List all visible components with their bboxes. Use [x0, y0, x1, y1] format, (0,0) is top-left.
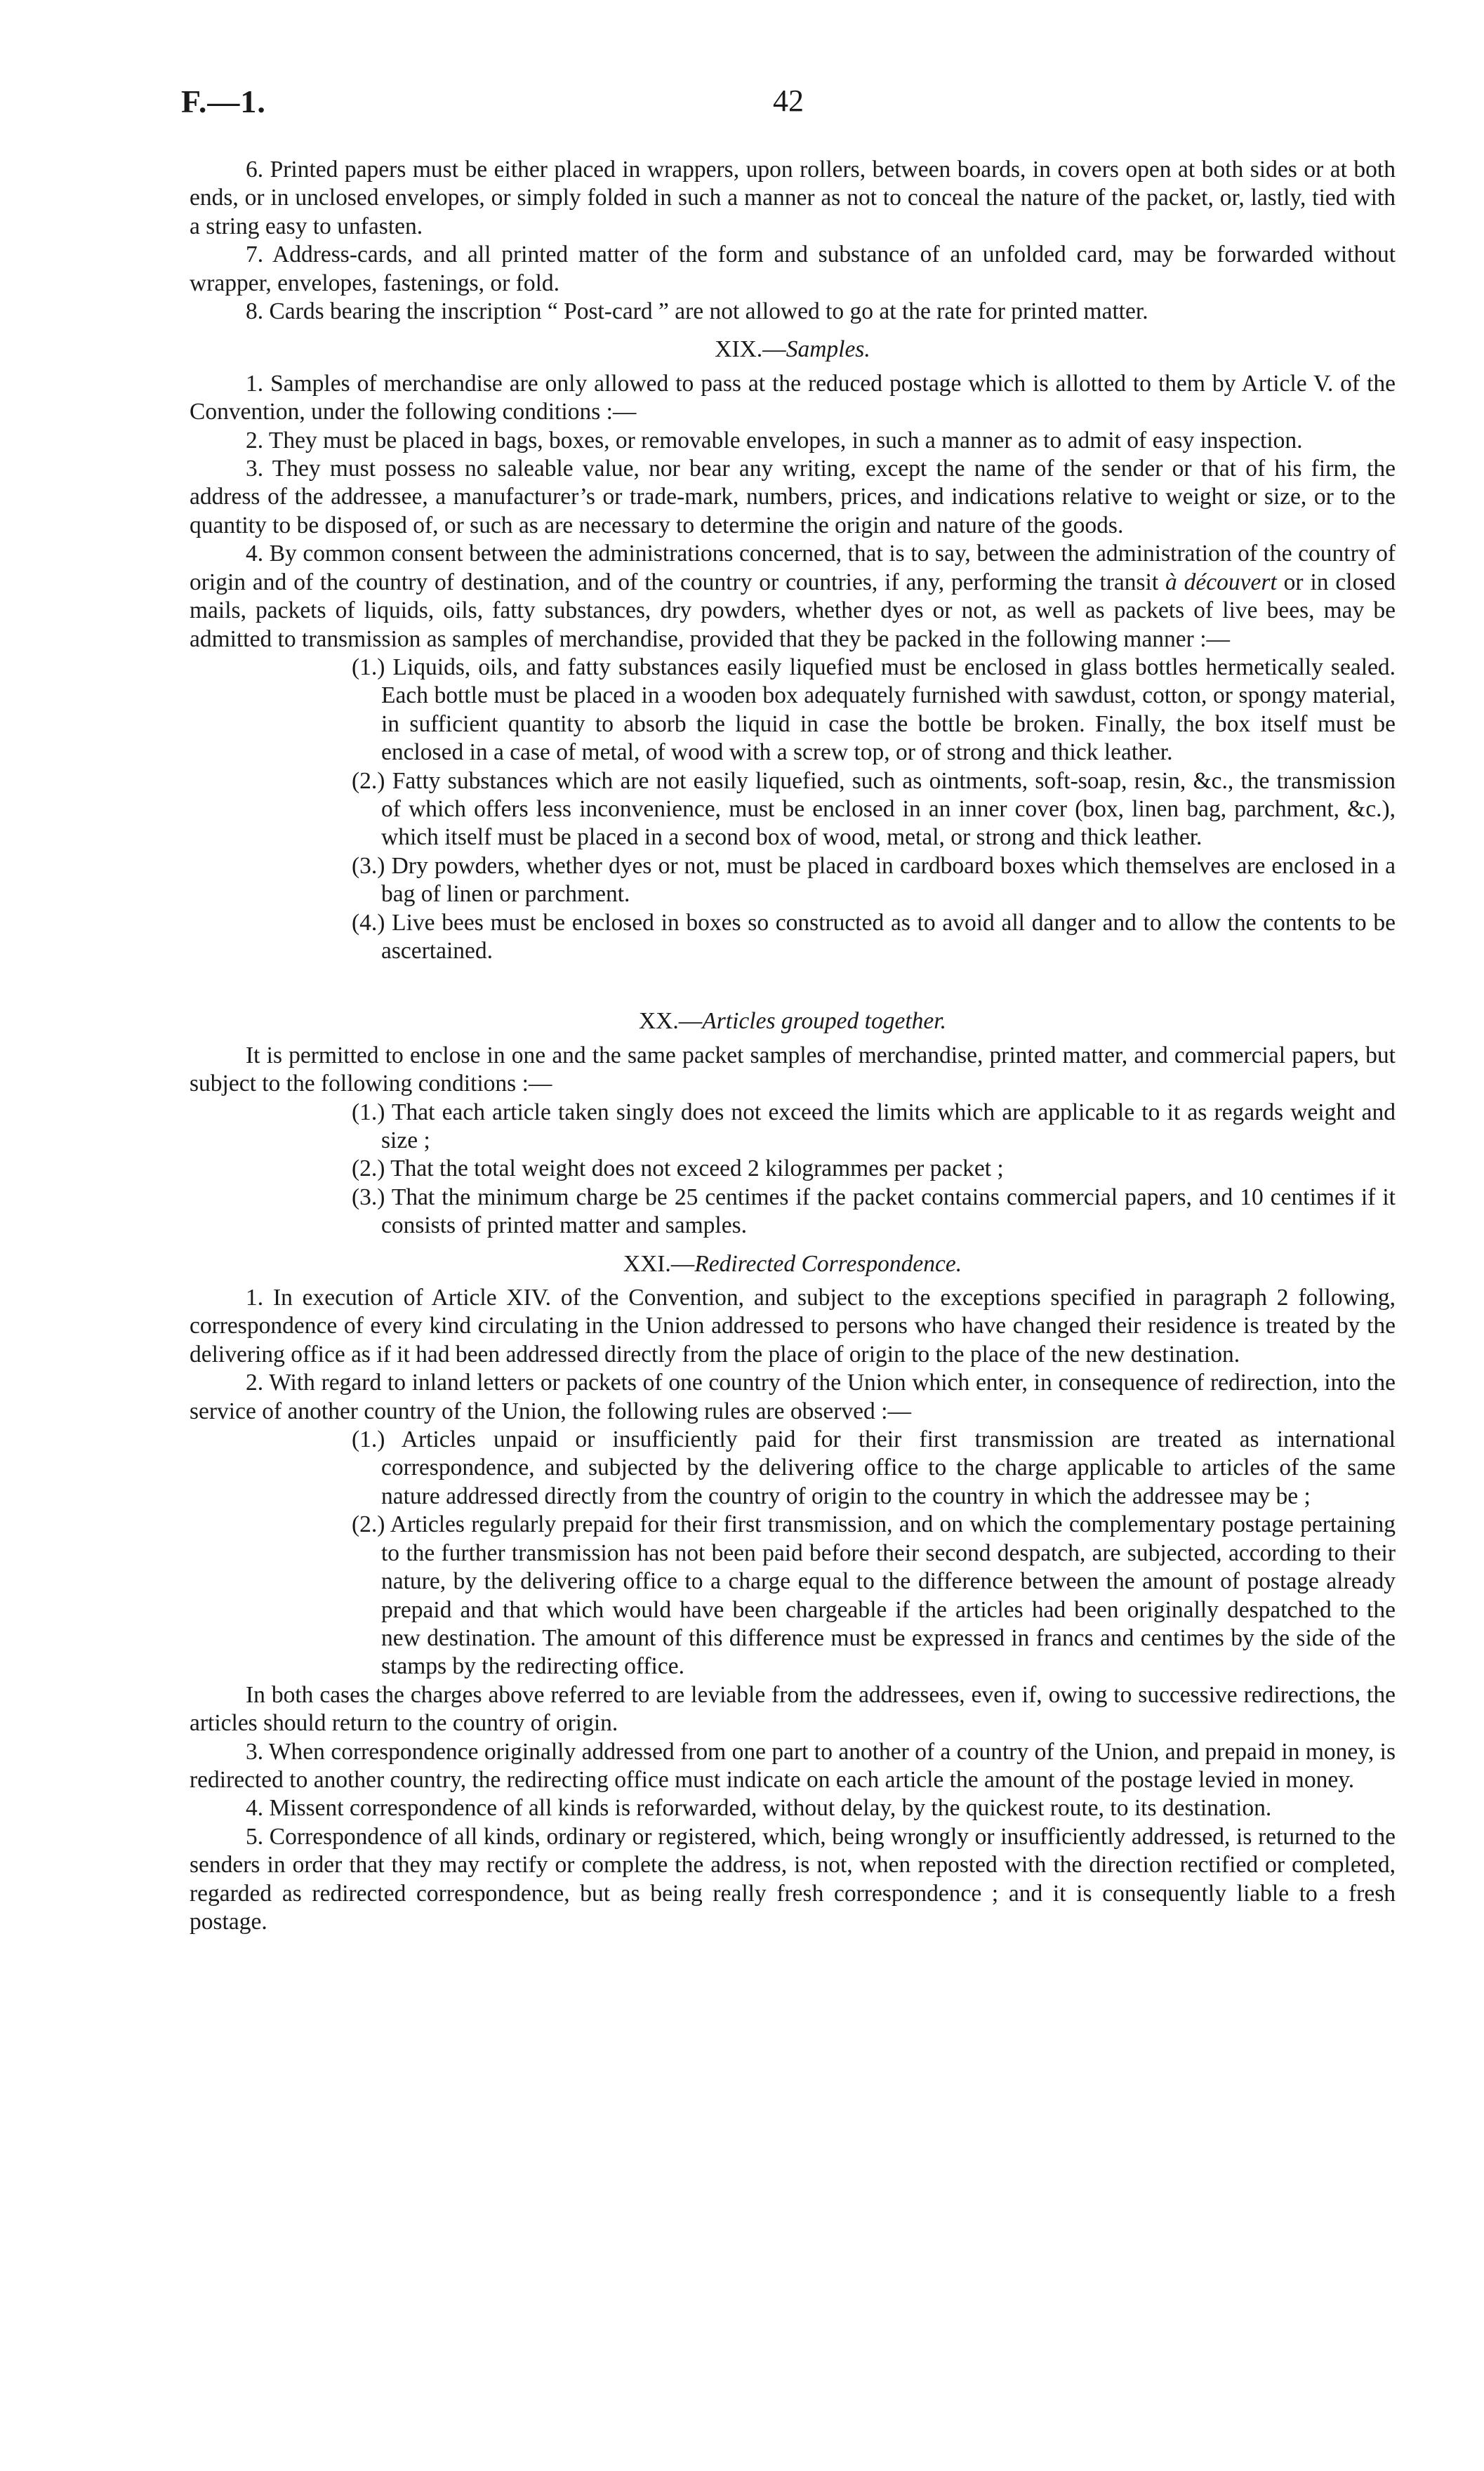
redirected-paragraph-1: 1. In execution of Article XIV. of the Convention, and subject to the exceptions specified in paragraph 2 following, correspondence of every kind circulating in the Union addressed to persons who have changed their residence is treated by the delivering office as if it had been addressed directly from the place of origin to the place of the new destination.: [190, 1285, 1396, 1367]
section-heading-samples: [190, 336, 1396, 364]
section-number: XX.—: [639, 1008, 703, 1035]
section-heading-redirected: [190, 1250, 1396, 1278]
samples-item-4: (4.) Live bees must be enclosed in boxes so constructed as to avoid all danger and to allow the contents to be ascertained.: [352, 909, 1396, 964]
redirected-both-cases: In both cases the charges above referred to are leviable from the addressees, even if, owing to successive redirections, the articles should return to the country of origin.: [190, 1681, 1396, 1737]
grouped-intro: It is permitted to enclose in one and the same packet samples of merchandise, printed matter, and commercial papers, but subject to the following conditions :—: [190, 1042, 1396, 1097]
section-number: XIX.—: [715, 336, 786, 363]
samples-paragraph-3: 3. They must possess no saleable value, nor bear any writing, except the name of the sender or that of his firm, the address of the addressee, a manufacturer’s or trade-mark, numbers, prices, and indications relative to weight or size, or to the quantity to be disposed of, or such as are necessary to determine the origin and nature of the goods.: [190, 456, 1396, 538]
paragraph-text: or in closed mails, packets of liquids, oils, fatty substances, dry powders, whether dyes or not, as well as packets of live bees, may be admitted to transmission as samples of merchandise, provided that they be packed in the following manner :—: [190, 569, 1396, 652]
redirected-item-1: (1.) Articles unpaid or insufficiently paid for their first transmission are treated as international correspondence, and subjected by the delivering office to the charge applicable to articles of the same nature addressed directly from the country of origin to the country in which the addressee may be ;: [352, 1426, 1396, 1509]
redirected-paragraph-4: 4. Missent correspondence of all kinds is reforwarded, without delay, by the quickest route, to its destination.: [246, 1795, 1272, 1822]
paragraph-7: 7. Address-cards, and all printed matter of the form and substance of an unfolded card, may be forwarded without wrapper, envelopes, fastenings, or fold.: [190, 241, 1396, 296]
samples-paragraph-2: 2. They must be placed in bags, boxes, or removable envelopes, in such a manner as to admit of easy inspection.: [246, 427, 1303, 453]
section-title: Samples.: [786, 336, 870, 363]
grouped-item-3: (3.) That the minimum charge be 25 centimes if the packet contains commercial papers, and 10 centimes if it consists of printed matter and samples.: [352, 1184, 1396, 1239]
section-heading-articles-grouped: [190, 1007, 1396, 1035]
paragraph-text: 4. By common consent between the administrations concerned, that is to say, between the administration of the country of origin and of the country of destination, and of the country or countries, if any, performing the transit: [190, 541, 1396, 595]
paragraph-6: 6. Printed papers must be either placed in wrappers, upon rollers, between boards, in covers open at both sides or at both ends, or in unclosed envelopes, or simply folded in such a manner as not to conceal the nature of the packet, or, lastly, tied with a string easy to unfasten.: [190, 157, 1396, 239]
page-body: [190, 156, 1396, 1936]
samples-item-3: (3.) Dry powders, whether dyes or not, must be placed in cardboard boxes which themselves are enclosed in a bag of linen or parchment.: [352, 852, 1396, 908]
grouped-item-2: (2.) That the total weight does not exceed 2 kilogrammes per packet ;: [352, 1155, 1004, 1182]
redirected-item-2: (2.) Articles regularly prepaid for their first transmission, and on which the complementary postage pertaining to the further transmission has not been paid before their second despatch, are subjected, according to their nature, by the delivering office to a charge equal to the difference between the amount of postage already prepaid and that which would have been chargeable if the articles had been originally despatched to the new destination. The amount of this difference must be expressed in francs and centimes by the side of the stamps by the redirecting office.: [352, 1511, 1396, 1680]
italic-phrase: à découvert: [1165, 569, 1277, 595]
grouped-item-1: (1.) That each article taken singly does not exceed the limits which are applicable to it as regards weight and size ;: [352, 1099, 1396, 1153]
section-number: XXI.—: [623, 1250, 695, 1277]
paragraph-8: 8. Cards bearing the inscription “ Post-card ” are not allowed to go at the rate for printed matter.: [246, 298, 1148, 325]
page-header: [181, 83, 1396, 132]
redirected-paragraph-2: 2. With regard to inland letters or packets of one country of the Union which enter, in consequence of redirection, into the service of another country of the Union, the following rules are observed :—: [190, 1370, 1396, 1424]
section-title: Articles grouped together.: [702, 1008, 946, 1035]
document-reference: F.—1.: [181, 84, 266, 119]
samples-paragraph-1: 1. Samples of merchandise are only allowed to pass at the reduced postage which is allotted to them by Article V. of the Convention, under the following conditions :—: [190, 370, 1396, 425]
samples-paragraph-4: [190, 540, 1396, 654]
redirected-paragraph-3: 3. When correspondence originally addressed from one part to another of a country of the Union, and prepaid in money, is redirected to another country, the redirecting office must indicate on each article the amount of the postage levied in money.: [190, 1738, 1396, 1793]
redirected-paragraph-5: 5. Correspondence of all kinds, ordinary or registered, which, being wrongly or insufficiently addressed, is returned to the senders in order that they may rectify or complete the address, is not, when reposted with the direction rectified or completed, regarded as redirected correspondence, but as being really fresh correspondence ; and it is consequently liable to a fresh postage.: [190, 1823, 1396, 1935]
samples-item-1: (1.) Liquids, oils, and fatty substances easily liquefied must be enclosed in glass bottles hermetically sealed. Each bottle must be placed in a wooden box adequately furnished with sawdust, cotton, or spongy material, in sufficient quantity to absorb the liquid in case the bottle be broken. Finally, the box itself must be enclosed in a case of metal, of wood with a screw top, or of strong and thick leather.: [352, 654, 1396, 766]
section-title: Redirected Correspondence.: [694, 1250, 962, 1277]
samples-item-2: (2.) Fatty substances which are not easily liquefied, such as ointments, soft-soap, resin, &c., the transmission of which offers less inconvenience, must be enclosed in an inner cover (box, linen bag, parchment, &c.), which itself must be placed in a second box of wood, metal, or strong and thick leather.: [352, 767, 1396, 851]
page-number: 42: [773, 84, 804, 118]
